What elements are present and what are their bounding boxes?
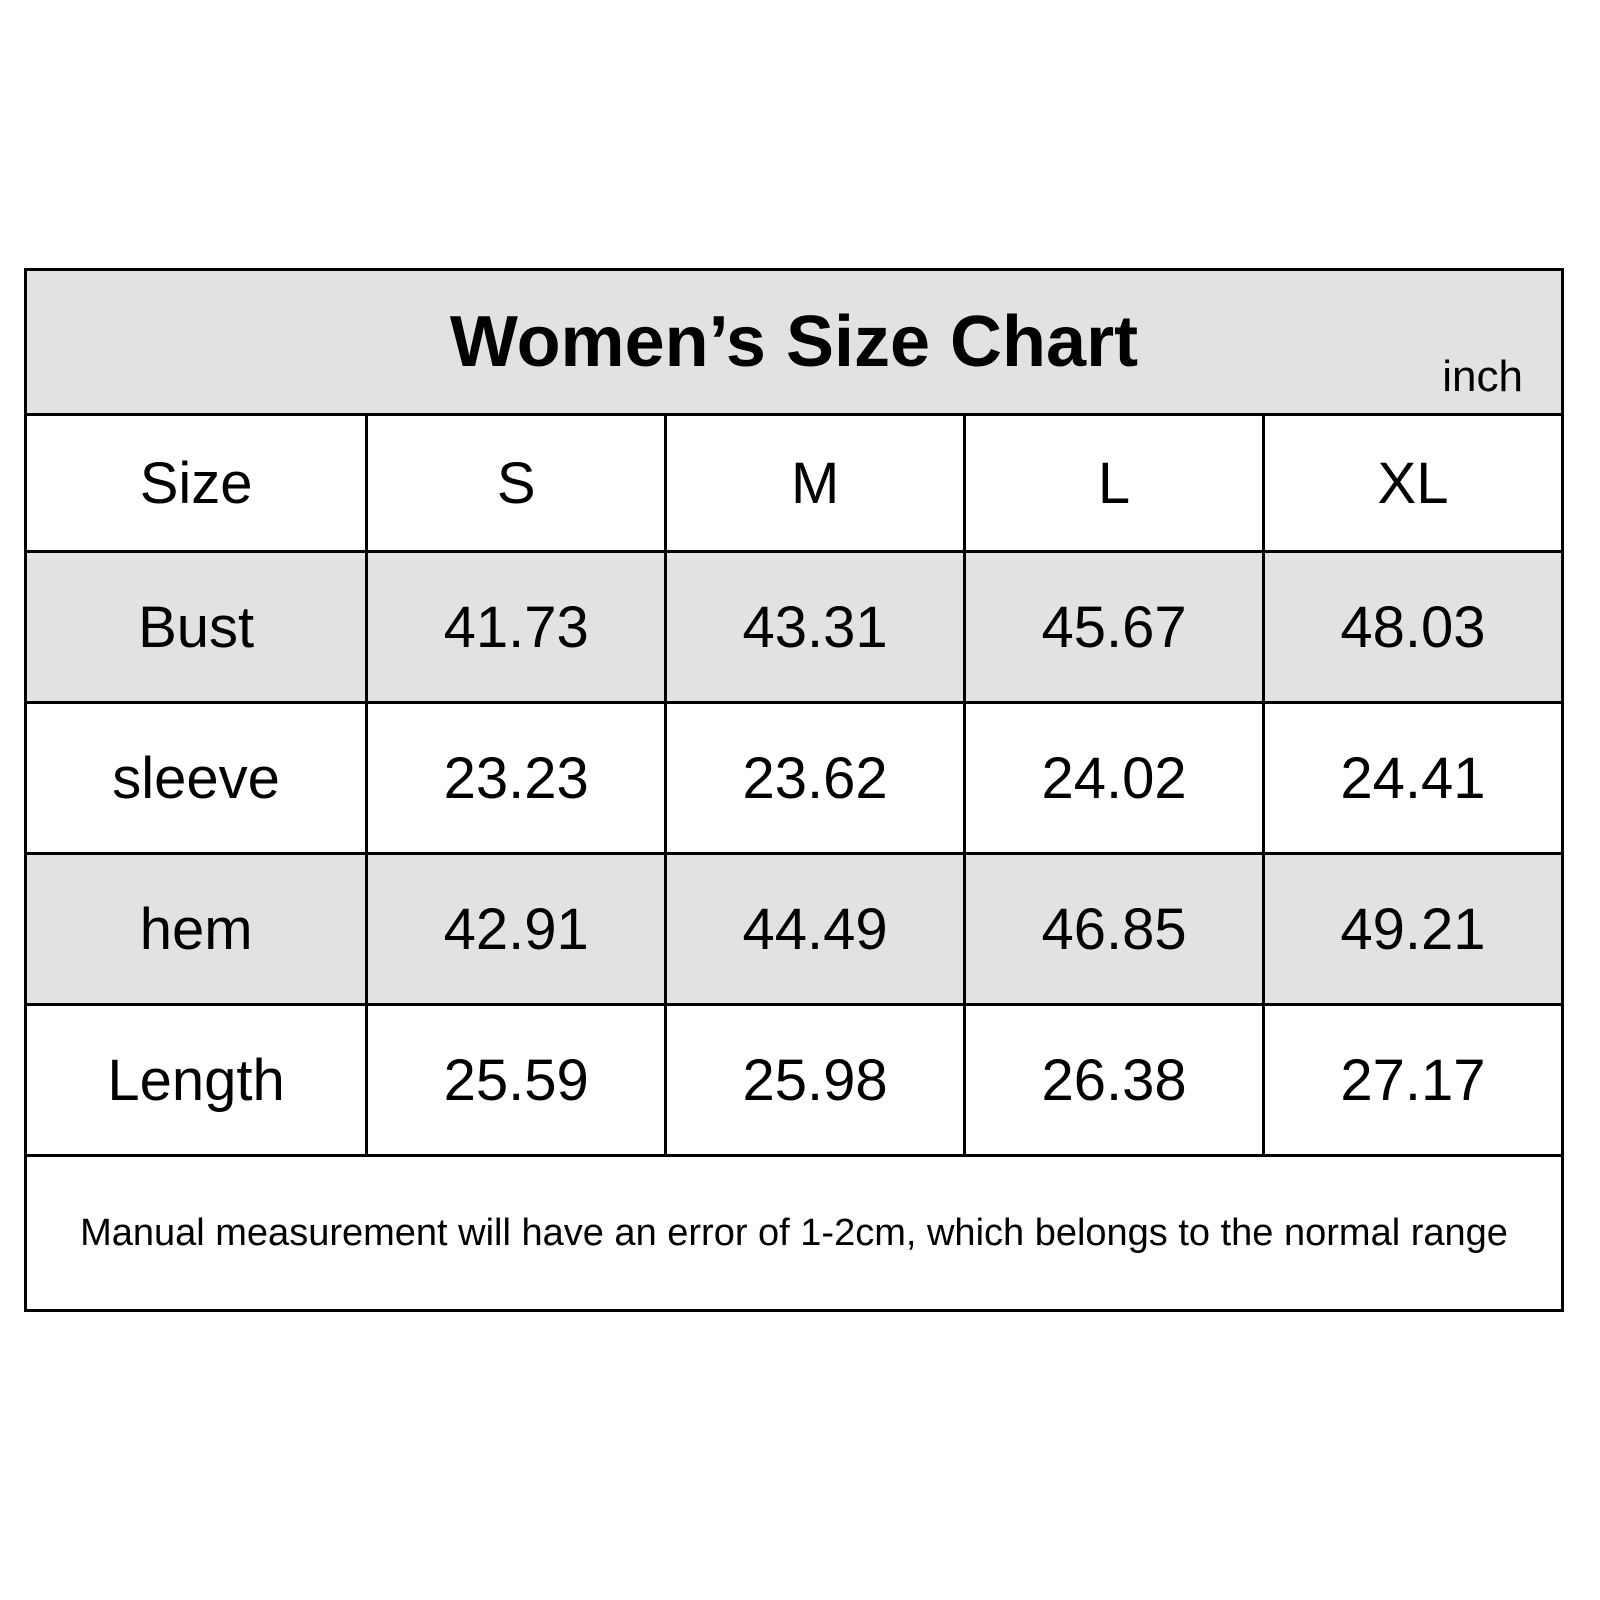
cell-sleeve-l: 24.02 — [965, 703, 1264, 854]
column-header-s: S — [367, 415, 666, 552]
cell-bust-xl: 48.03 — [1264, 552, 1563, 703]
row-label-hem: hem — [26, 854, 367, 1005]
column-header-m: M — [666, 415, 965, 552]
cell-length-l: 26.38 — [965, 1005, 1264, 1156]
cell-sleeve-xl: 24.41 — [1264, 703, 1563, 854]
table-row — [26, 703, 1563, 854]
cell-hem-xl: 49.21 — [1264, 854, 1563, 1005]
row-label-bust: Bust — [26, 552, 367, 703]
cell-hem-m: 44.49 — [666, 854, 965, 1005]
unit-label: inch — [1442, 352, 1523, 401]
size-chart-container — [24, 268, 1564, 1312]
cell-bust-m: 43.31 — [666, 552, 965, 703]
cell-bust-l: 45.67 — [965, 552, 1264, 703]
table-row — [26, 1005, 1563, 1156]
cell-hem-s: 42.91 — [367, 854, 666, 1005]
measurement-note: Manual measurement will have an error of 1-2cm, which belongs to the normal range — [26, 1156, 1563, 1311]
cell-sleeve-s: 23.23 — [367, 703, 666, 854]
cell-hem-l: 46.85 — [965, 854, 1264, 1005]
row-label-sleeve: sleeve — [26, 703, 367, 854]
title-row — [26, 270, 1563, 415]
size-chart-table — [24, 268, 1564, 1312]
column-header-l: L — [965, 415, 1264, 552]
table-row — [26, 854, 1563, 1005]
column-header-xl: XL — [1264, 415, 1563, 552]
chart-title-cell — [26, 270, 1563, 415]
table-row — [26, 552, 1563, 703]
cell-bust-s: 41.73 — [367, 552, 666, 703]
cell-length-xl: 27.17 — [1264, 1005, 1563, 1156]
cell-length-m: 25.98 — [666, 1005, 965, 1156]
cell-length-s: 25.59 — [367, 1005, 666, 1156]
note-row — [26, 1156, 1563, 1311]
row-label-length: Length — [26, 1005, 367, 1156]
page-title: Women’s Size Chart — [449, 302, 1139, 382]
cell-sleeve-m: 23.62 — [666, 703, 965, 854]
column-header-size: Size — [26, 415, 367, 552]
table-header-row — [26, 415, 1563, 552]
